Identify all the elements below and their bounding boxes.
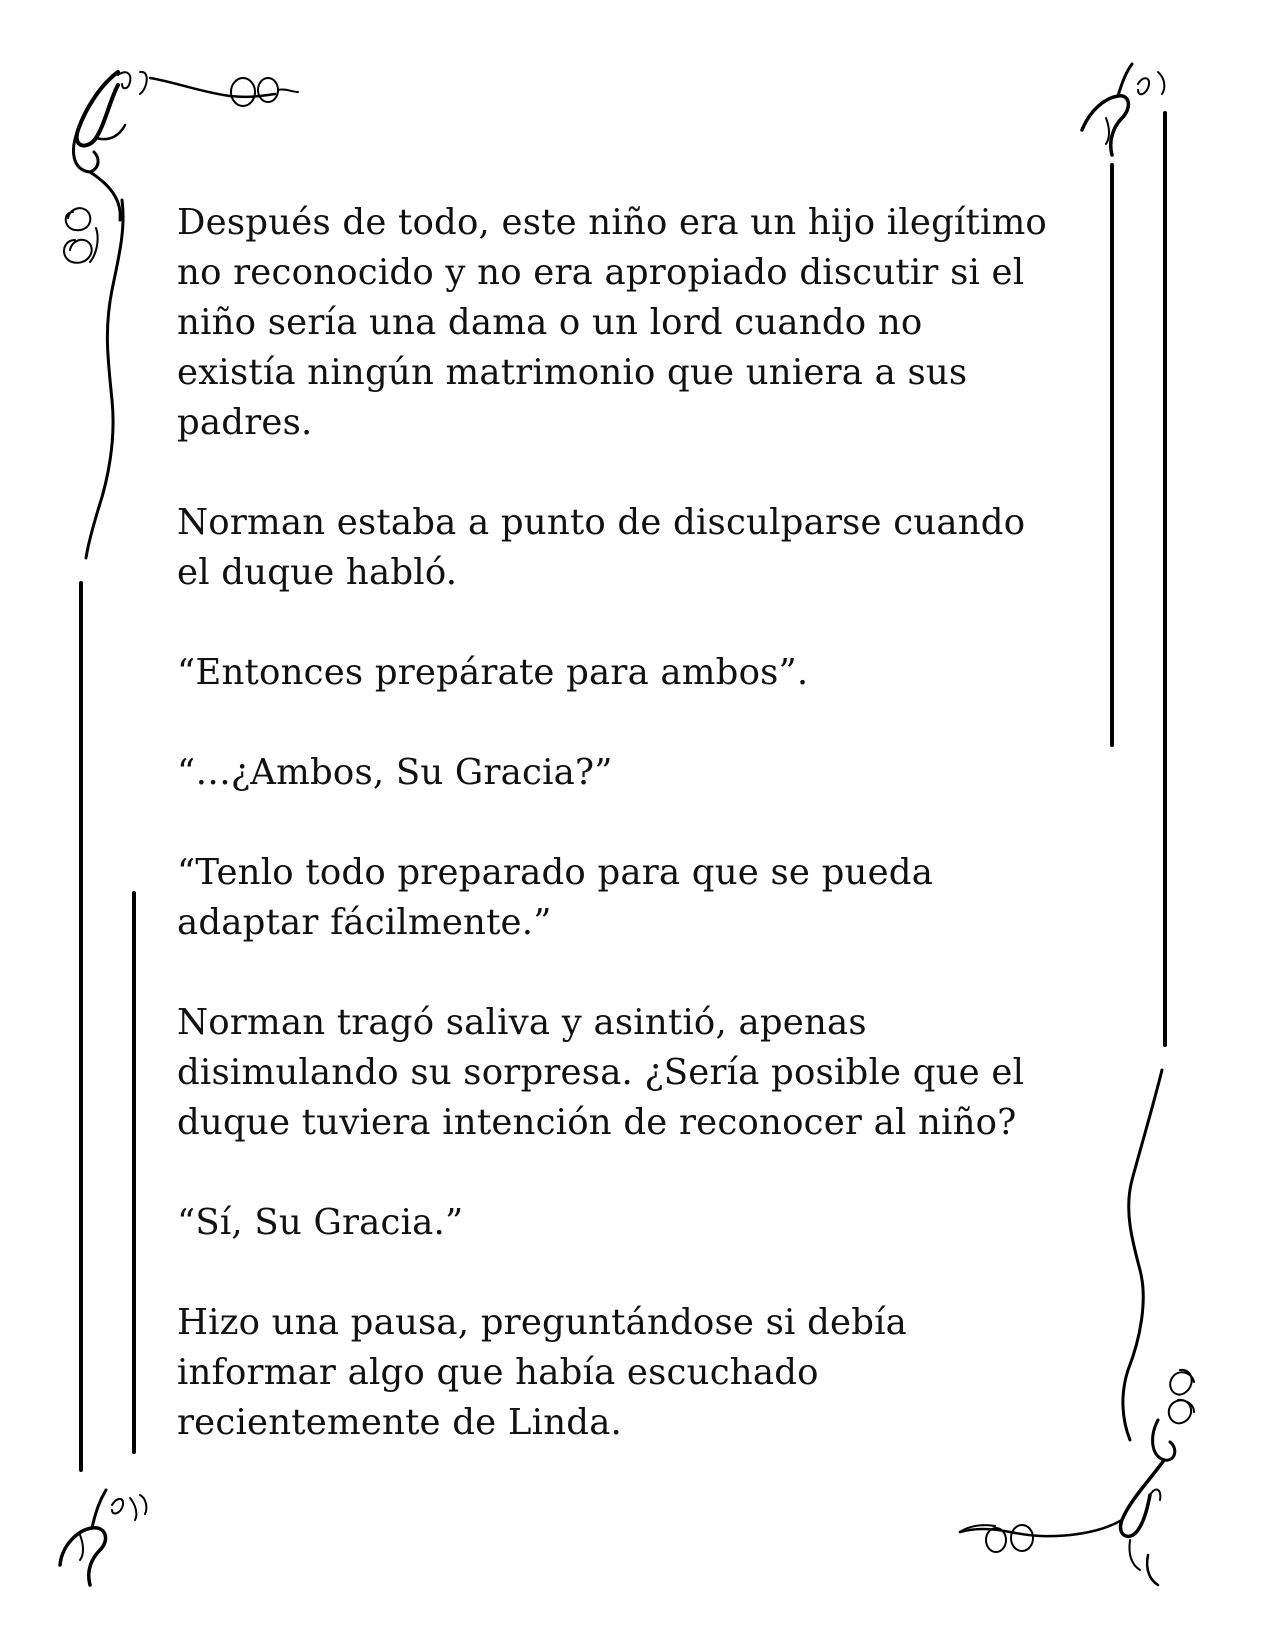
paragraph-5: “Tenlo todo preparado para que se pueda adaptar fácilmente.” bbox=[177, 852, 934, 943]
paragraph-3: “Entonces prepárate para ambos”. bbox=[177, 652, 809, 693]
story-text bbox=[177, 198, 1097, 1448]
paragraph-4: “…¿Ambos, Su Gracia?” bbox=[177, 752, 613, 793]
paragraph-2: Norman estaba a punto de disculparse cuando el duque habló. bbox=[177, 502, 1026, 593]
top-right-flourish bbox=[1082, 64, 1164, 155]
paragraph-7: “Sí, Su Gracia.” bbox=[177, 1202, 464, 1243]
bottom-left-flourish bbox=[60, 1490, 146, 1585]
paragraph-8: Hizo una pausa, preguntándose si debía informar algo que había escuchado recientemente de Linda. bbox=[177, 1302, 908, 1443]
paragraph-1: Después de todo, este niño era un hijo ilegítimo no reconocido y no era apropiado discutir si el niño sería una dama o un lord cuando no existía ningún matrimonio que uniera a sus padres. bbox=[177, 202, 1048, 443]
paragraph-6: Norman tragó saliva y asintió, apenas disimulando su sorpresa. ¿Sería posible que el duque tuviera intención de reconocer al niño? bbox=[177, 1002, 1025, 1143]
